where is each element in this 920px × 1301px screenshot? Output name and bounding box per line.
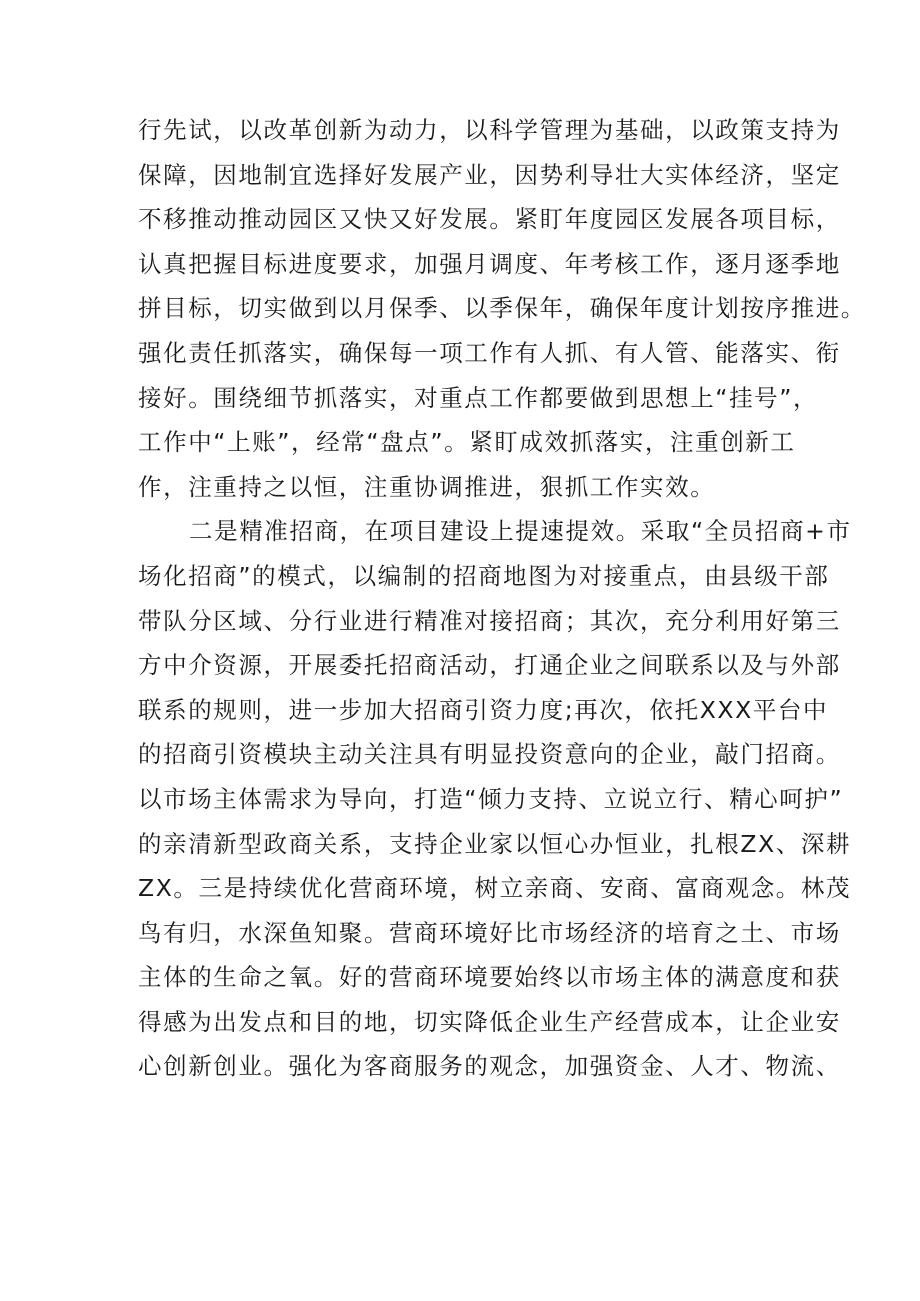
- text-line: 工作中“上账”，经常“盘点”。紧盯成效抓落实，注重创新工: [138, 428, 796, 457]
- text-line: 拼目标，切实做到以月保季、以季保年，确保年度计划按序推进。: [138, 294, 866, 323]
- text-line: 联系的规则，进一步加大招商引资力度;再次，依托XXX平台中: [138, 695, 829, 724]
- text-line: 强化责任抓落实，确保每一项工作有人抓、有人管、能落实、衔: [138, 338, 841, 367]
- text-line: 得感为出发点和目的地，切实降低企业生产经营成本，让企业安: [138, 1007, 841, 1036]
- text-line: ZX。三是持续优化营商环境，树立亲商、安商、富商观念。林茂: [138, 874, 852, 903]
- text-line: 认真把握目标进度要求，加强月调度、年考核工作，逐月逐季地: [138, 249, 841, 278]
- text-line: 的招商引资模块主动关注具有明显投资意向的企业，敲门招商。: [138, 740, 841, 769]
- text-line: 以市场主体需求为导向，打造“倾力支持、立说立行、精心呵护”: [138, 784, 844, 813]
- text-line: 心创新创业。强化为客商服务的观念，加强资金、人才、物流、: [138, 1052, 841, 1081]
- text-line: 鸟有归，水深鱼知聚。营商环境好比市场经济的培育之土、市场: [138, 918, 841, 947]
- text-line: 的亲清新型政商关系，支持企业家以恒心办恒业，扎根ZX、深耕: [138, 829, 852, 858]
- text-line: 保障，因地制宜选择好发展产业，因势利导壮大实体经济，坚定: [138, 160, 841, 189]
- paragraph-start-line: 二是精准招商，在项目建设上提速提效。采取“全员招商+市: [189, 517, 852, 546]
- document-body: [138, 108, 866, 1089]
- text-line: 主体的生命之氧。好的营商环境要始终以市场主体的满意度和获: [138, 963, 841, 992]
- text-line: 场化招商”的模式，以编制的招商地图为对接重点，由县级干部: [138, 561, 830, 590]
- text-line: 带队分区域、分行业进行精准对接招商；其次，充分利用好第三: [138, 606, 841, 635]
- text-line: 行先试，以改革创新为动力，以科学管理为基础，以政策支持为: [138, 116, 841, 144]
- text-line: 接好。围绕细节抓落实，对重点工作都要做到思想上“挂号”，: [138, 383, 819, 412]
- text-line: 方中介资源，开展委托招商活动，打通企业之间联系以及与外部: [138, 651, 841, 680]
- text-line: 不移推动推动园区又快又好发展。紧盯年度园区发展各项目标，: [138, 205, 841, 234]
- text-line: 作，注重持之以恒，注重协调推进，狠抓工作实效。: [138, 472, 716, 501]
